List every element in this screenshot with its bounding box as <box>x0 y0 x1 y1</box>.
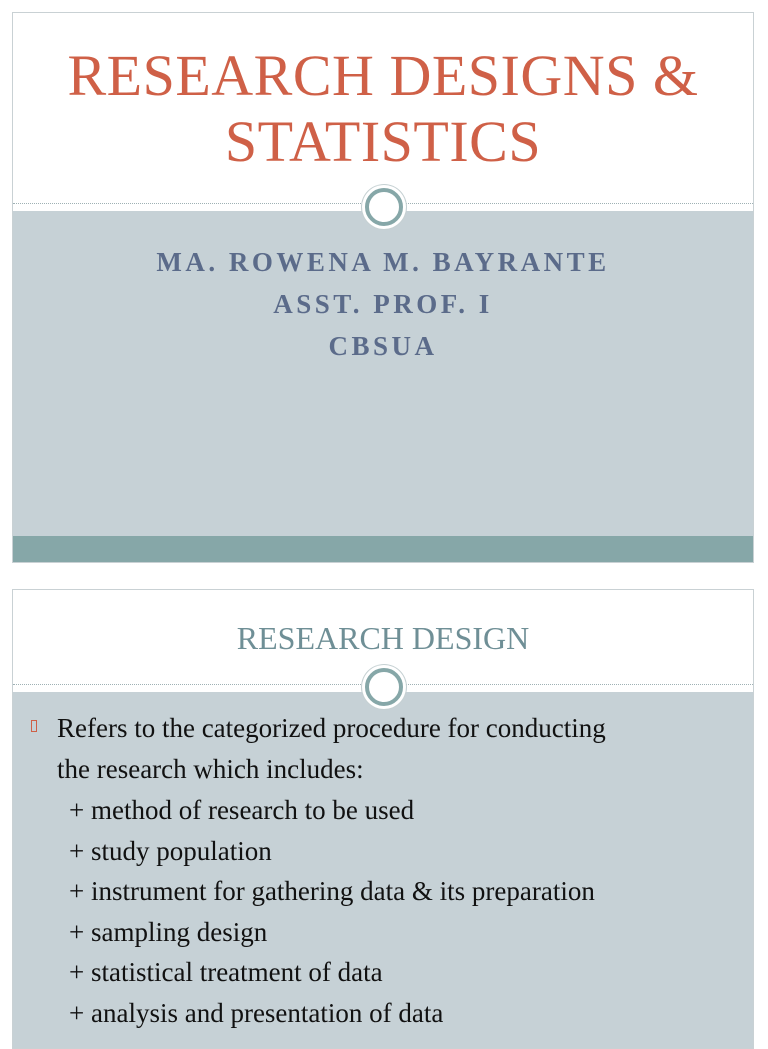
title-slide <box>12 12 754 563</box>
bullet-text-line-2: the research which includes: <box>57 754 364 784</box>
bullet-text-line-1: Refers to the categorized procedure for conducting <box>57 713 606 743</box>
presenter-name: MA. ROWENA M. BAYRANTE <box>156 247 610 277</box>
slide-title: RESEARCH DESIGN <box>236 620 530 656</box>
list-item: + instrument for gathering data & its preparation <box>69 876 595 906</box>
list-item: + statistical treatment of data <box>69 957 383 987</box>
presenter-institution: CBSUA <box>328 331 438 361</box>
presenter-info <box>13 241 753 367</box>
content-slide <box>12 589 754 1049</box>
ring-icon <box>365 668 403 706</box>
list-item: + sampling design <box>69 916 268 947</box>
list-item: + method of research to be used <box>69 795 415 825</box>
ring-icon <box>365 188 403 226</box>
bullet-list <box>31 708 733 1033</box>
footer-band <box>13 536 753 563</box>
list-item: + analysis and presentation of data <box>69 997 444 1028</box>
title-area <box>13 13 753 203</box>
bullet-icon <box>31 720 37 732</box>
title-line-2: STATISTICS <box>224 109 542 174</box>
presentation-title <box>13 43 753 175</box>
title-line-1: RESEARCH DESIGNS & <box>67 43 699 108</box>
presenter-position: ASST. PROF. I <box>273 289 493 319</box>
bullet-point <box>31 708 733 790</box>
list-item: + study population <box>69 835 272 866</box>
